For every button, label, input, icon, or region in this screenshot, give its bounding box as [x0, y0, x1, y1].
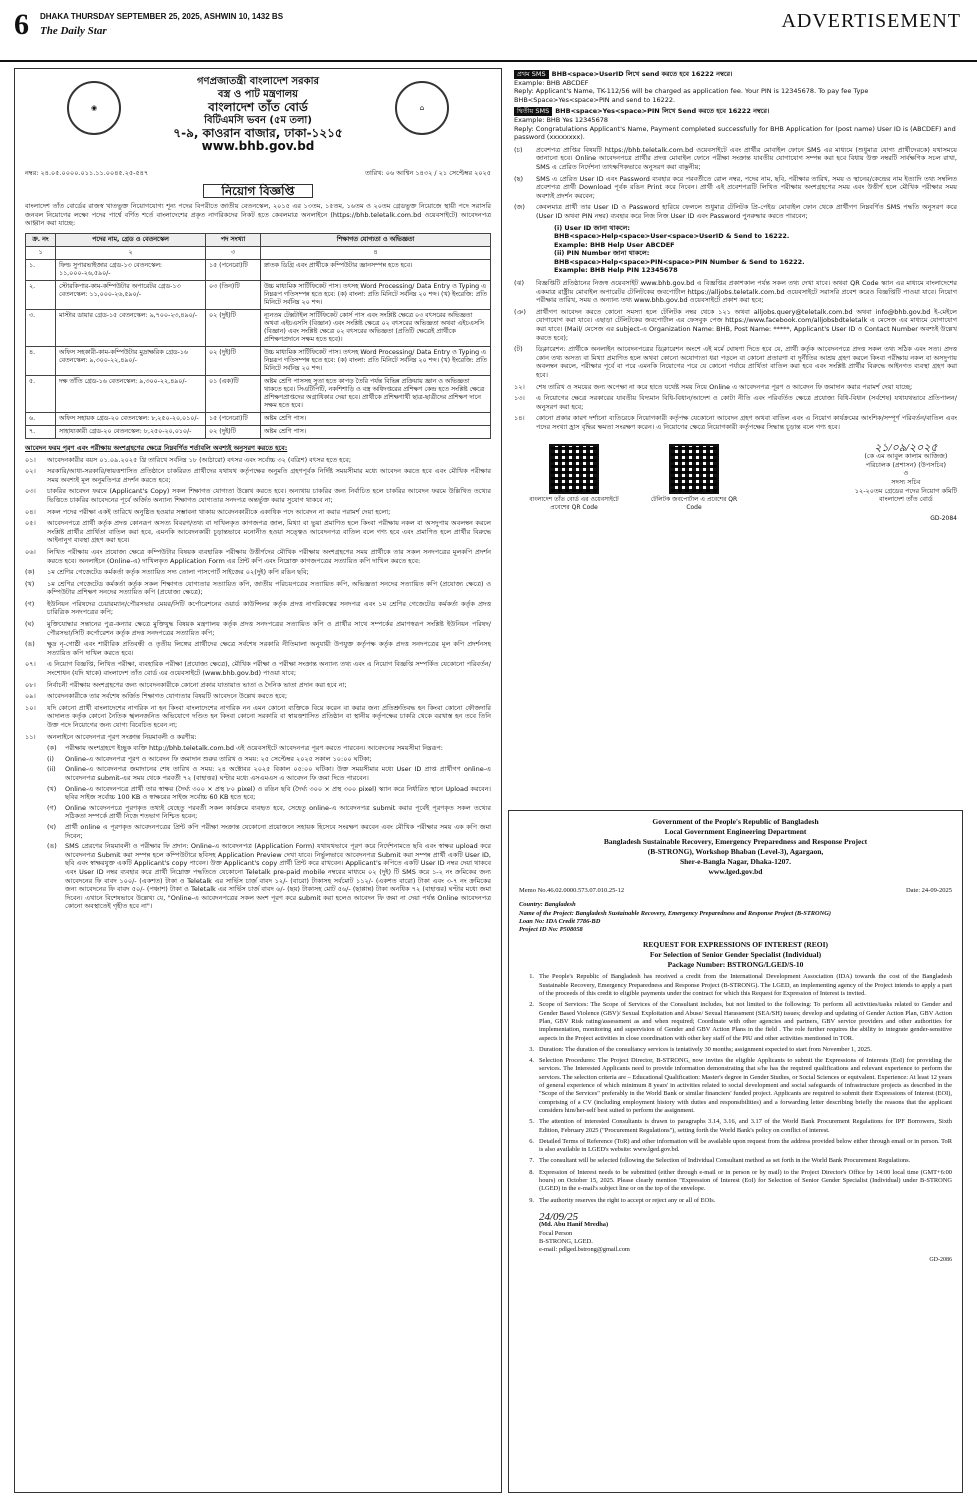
reoi-points [519, 973, 952, 1204]
instruction-item-text: বিজ্ঞপ্তিটি প্রতিষ্ঠানের নিজস্ব ওয়েবসাইট www.bhb.gov.bd এ বিজ্ঞপ্তির প্রকাশকাল পর্যন্ত সকল তথ্য দেখা যাবে। অথবা QR Code স্ক্যান এর মাধ্যমে বাংলাদেশের একমাত্র রাষ্ট্রীয় মোবাইল অপারেটর টেলিটকের জবপোর্টাল https://alljobs.teletalk.com.bd ওয়েবসাইটে সরাসরি প্রবেশ করেও বিজ্ঞপ্তিটি পাওয়া যাবে। নিয়োগ পরীক্ষার তারিখ, সময় ও অন্যান্য তথ্য www.bhb.gov.bd ওয়েবসাইটে প্রকাশ করা হবে; [536, 279, 957, 305]
table-index: ১ [26, 246, 56, 259]
instruction-item-number: ১২। [514, 382, 525, 391]
rule-item [25, 568, 491, 577]
instruction-item-text: শেষ তারিখ ও সময়ের জন্য অপেক্ষা না করে হাতে যথেষ্ট সময় নিয়ে Online এ আবেদনপত্র পূরণ ও আবেদন ফি জমাদান করার পরামর্শ দেয়া যাচ্ছে; [536, 382, 913, 391]
reoi-point-number: 4. [529, 1057, 534, 1065]
rule-item-text: ইউনিয়ন পরিষদের চেয়ারম্যান/পৌরসভার মেয়র/সিটি কর্পোরেশনের ওয়ার্ড কাউন্সিলর কর্তৃক প্রদত্ত নাগরিকত্বের সনদপত্র এবং ১ম শ্রেণির গেজেটেড কর্মকর্তা কর্তৃক প্রদত্ত চারিত্রিক সনদপত্রের কপি; [47, 599, 491, 617]
org-line: বাংলাদেশ তাঁত বোর্ড [208, 100, 308, 114]
reoi-point-text: The authority reserves the right to accept or reject any or all of EOIs. [539, 1196, 716, 1204]
qr-teletalk[interactable]: টেলিটক জবপোর্টাল এ প্রবেশের QR Code [644, 444, 744, 513]
reoi-point-text: The People's Republic of Bangladesh has received a credit from the International Development Association (IDA) towards the cost of the Bangladesh Sustainable Recovery, Emergency Preparedness and Response Project (B-STRONG). The LGED, an implementing agency of the Project intends to apply a part of the proceeds of this credit to eligible payments under the contract for which this Request for Expression of Interest is invited. [539, 973, 952, 998]
bhb-notice [14, 68, 502, 1493]
masthead: The Daily Star [40, 25, 107, 37]
rule-item [25, 548, 491, 565]
gd-number: GD-2086 [929, 1257, 952, 1264]
reoi-date: Date: 24-09-2025 [905, 887, 952, 894]
reoi-memo-row [519, 887, 952, 895]
table-header: শিক্ষাগত যোগ্যতা ও অভিজ্ঞতা [261, 233, 491, 246]
right-items-2 [514, 279, 957, 432]
online-rule-item-text: প্রার্থী online এ পূরণকৃত আবেদনপত্রের প্রিন্ট কপি পরীক্ষা সংক্রান্ত যেকোনো প্রয়োজনে সহায়ক হিসেবে সংরক্ষণ করবেন এবং মৌখিক পরীক্ষার সময় এক কপি জমা দিবেন; [65, 822, 491, 840]
qr-code-icon [549, 444, 599, 494]
rule-item-number: (গ) [25, 599, 35, 608]
online-rule-item-text: Online-এ আবেদনপত্রে প্রার্থী তার স্বাক্ষর (দৈর্ঘ্য ৩০০ × প্রস্থ ৮০ pixel) ও রঙিন ছবি (দৈর্ঘ্য ৩০০ × প্রস্থ ৩০০ pixel) স্ক্যান করে নির্ধারিত স্থানে Upload করবেন। ছবির সাইজ সর্বোচ্চ 100 KB ও স্বাক্ষরের সাইজ সর্বোচ্চ 60 KB হতে হবে; [65, 784, 491, 802]
rule-item-number: ০৫। [25, 519, 36, 528]
rule-item [25, 733, 491, 742]
online-rule-item-number: (গ) [47, 803, 57, 812]
rule-item-text: মুক্তিযোদ্ধার সন্তানের পুত্র-কন্যার ক্ষেত্রে মুক্তিযুদ্ধ বিষয়ক মন্ত্রণালয় কর্তৃক প্রদত্ত সনদপত্রের সত্যায়িত কপি ও প্রার্থীর সাথে সম্পর্কের প্রমাণস্বরূপ সংশ্লিষ্ট ইউনিয়ন পরিষদ/পৌরসভা/সিটি কর্পোরেশন কর্তৃক প্রদত্ত সনদপত্রের সত্যায়িত কপি; [47, 620, 491, 637]
reoi-point-number: 6. [529, 1137, 534, 1145]
rule-item [25, 456, 491, 465]
online-rule-item-number: (ঙ) [47, 842, 57, 851]
newspaper-header [0, 0, 977, 62]
rule-item-text: এ নিয়োগ বিজ্ঞপ্তি, লিখিত পরীক্ষা, ব্যবহারিক পরীক্ষা (প্রযোজ্য ক্ষেত্রে), মৌখিক পরীক্ষা ও পরীক্ষা সংক্রান্ত অন্যান্য তথ্য এবং এ নিয়োগ বিজ্ঞপ্তি সম্পর্কিত যেকোনো পরিবর্তন/সংশোধন (যদি থাকে) বাংলাদেশ তাঁত বোর্ড এর ওয়েবসাইটে (www.bhb.gov.bd) পাওয়া যাবে; [47, 660, 491, 678]
reoi-point-number: 8. [529, 1168, 534, 1176]
instruction-item-text: এ নিয়োগের ক্ষেত্রে সরকারের যাবতীয় বিদ্যমান বিধি-বিধান/আদেশ ও কোটা নীতি এবং পরিবর্তিত ক্ষেত্রে প্রযোজ্য বিধি-বিধান (সর্বশেষ) যথাযথভাবে প্রতিপালন/অনুসরণ করা হবে; [536, 394, 957, 411]
org-line: ৭-৯, কাওরান বাজার, ঢাকা-১২১৫ [173, 126, 343, 140]
sms-first: প্রথম SMS BHB<space>UserID লিখে send করতে হবে 16222 নম্বরে। Example: BHB ABCDEF Reply: Applicant's Name, TK-112/56 will be charged as application fee. Your PIN is 12345678. To pay fee Type BHB<Space>Yes<space>PIN and send to 16222. [514, 70, 869, 104]
rule-item-number: (ঙ) [25, 640, 35, 649]
reoi-point-text: The consultant will be selected following the Selection of Individual Consultant method as set forth in the World Bank Procurement Regulations. [539, 1157, 911, 1165]
memo-number: নম্বর: ২৪.০৫.০০০০.০১১.১১.০০৪৫.২৫-৫৪৭ [25, 169, 149, 177]
reoi-point-text: Scope of Services: The Scope of Services of the Consultant includes, but not limited to the following: To perform all activities/tasks related to Gender and Gender Based Violence (GBV)/ Sexual Exploitation and Abuse/ Sexual Harassment (SEA/SH) issues; develop and updating of Gender Action Plan, GBV Action Plan, GBV Risk rating/assessment as and when required; Coordinate with other agencies and partners, GBV service providers and other authorities for implementation, monitoring and supervision of Gender and GBV Action Plans in the field . The role further requires the ability to integrate gender-sensitive aspects in the Project activities in close coordination with other key staff of the PIU and other activities mentioned in TOR. [539, 1001, 952, 1042]
table-header: ক্র. নং [26, 233, 56, 246]
rules-list [25, 456, 491, 742]
instruction-item-number: (ঞ) [514, 307, 526, 316]
table-header: পদের নাম, গ্রেড ও বেতনস্কেল [56, 233, 206, 246]
reoi-memo: Memo No.46.02.0000.573.07.010.25-12 [519, 887, 625, 894]
rule-item-text: আবেদনকারীকে তার সর্বশেষ অর্জিত শিক্ষাগত যোগ্যতার বিষয়টি আবেদনে উল্লেখ করতে হবে; [47, 692, 288, 701]
sms-first-tag: প্রথম SMS [514, 70, 549, 79]
reoi-org-block: Government of the People's Republic of Bangladesh Local Government Engineering Department Bangladesh Sustainable Recovery, Emergency Preparedness and Response Project (B-STRONG), Workshop Bhaban (Level-3), Agargaon, Sher-e-Bangla Nagar, Dhaka-1207. www.lged.gov.bd [519, 817, 952, 877]
table-index: ৩ [206, 246, 261, 259]
reoi-project-info: Country: Bangladesh Name of the Project: Bangladesh Sustainable Recovery, Emergency Preparedness and Response Project (B-STRONG) Loan No: IDA Credit 7786-BD Project ID No: P508058 [519, 901, 831, 934]
instruction-item-text: কেবলমাত্র প্রার্থী তার User ID ও Password হারিয়ে ফেললে শুধুমাত্র টেলিটক প্রি-পেইড মোবাইল ফোন থেকে প্রার্থীগণ নিম্নবর্ণিত SMS পদ্ধতি অনুসরণ করে (User ID অথবা PIN নম্বর) ব্যবহার করে নিজ নিজ User ID এবং Password পুনরুদ্ধার করতে পারবেন; [536, 203, 957, 220]
rule-item-text: অনলাইনে আবেদনপত্র পূরণ সংক্রান্ত নিয়মাবলী ও করণীয়: [47, 732, 197, 741]
org-line: গণপ্রজাতন্ত্রী বাংলাদেশ সরকার [197, 76, 319, 87]
rule-item-number: ০৬। [25, 547, 36, 556]
rule-item [25, 620, 491, 637]
page-number: 6 [14, 8, 29, 41]
qr-code-icon [669, 444, 719, 494]
rule-item-number: ০৮। [25, 680, 36, 689]
table-row: ২. স্টোরকিপার-কাম-কম্পিউটার অপারেটর গ্রেড-১৩ বেতনস্কেল: ১১,০০০-২৬,৫৯০/- ০৩ (তিন)টি উচ্চ মাধ্যমিক সার্টিফিকেট পাস। তৎসহ Word Processing/ Data Entry ও Typing এ নিম্নরূপ গতিসম্পন্ন হতে হবে: (ক) বাংলা: প্রতি মিনিটে সর্বনিম্ন ২০ শব্দ। (খ) ইংরেজি: প্রতি মিনিটে সর্বনিম্ন ২০ শব্দ। [26, 280, 491, 309]
table-index: ৪ [261, 246, 491, 259]
instruction-item [514, 394, 957, 411]
section-title: ADVERTISEMENT [781, 10, 961, 32]
table-row: ৪. অফিস সহকারী-কাম-কম্পিউটার মুদ্রাক্ষরিক গ্রেড-১৬ বেতনস্কেল: ৯,৩০০-২২,৪৯০/- ০২ (দুই)টি উচ্চ মাধ্যমিক সার্টিফিকেট পাস। তৎসহ Word Processing/ Data Entry ও Typing এ নিম্নরূপ গতিসম্পন্ন হতে হবে: (ক) বাংলা: প্রতি মিনিটে সর্বনিম্ন ২০ শব্দ। (খ) ইংরেজি: প্রতি মিনিটে সর্বনিম্ন ২০ শব্দ। [26, 346, 491, 375]
memo-date: তারিখ: ০৬ আশ্বিন ১৪৩২ / ২১ সেপ্টেম্বর ২০২৫ [365, 169, 491, 177]
reoi-point-number: 3. [529, 1045, 534, 1053]
org-website-link[interactable]: www.bhb.gov.bd [201, 139, 315, 153]
online-rule-item-text: Online-এ আবেদনপত্র পূরণ ও আবেদন ফি জমাদান শুরুর তারিখ ও সময়: ২৫ সেপ্টেম্বর ২০২৫ সকাল ১০:০০ ঘটিকা; [65, 754, 372, 763]
rule-item-number: (ক) [25, 568, 35, 577]
reoi-point [519, 1057, 952, 1115]
online-rule-item-text: পরীক্ষায় অংশগ্রহণে ইচ্ছুক ব্যক্তি http://bhb.teletalk.com.bd এই ওয়েবসাইটে আবেদনপত্র পূরণ করতে পারবেন। আবেদনের সময়সীমা নিম্নরূপ: [65, 744, 443, 753]
instruction-item-number: ১৩। [514, 394, 525, 403]
online-rule-item-text: Online-এ আবেদনপত্র জমাদানের শেষ তারিখ ও সময়: ২৪ অক্টোবর ২০২৫ বিকাল ০৫:০০ ঘটিকা। উক্ত সময়সীমার মধ্যে User ID প্রাপ্ত প্রার্থীগণ online-এ আবেদনপত্র submit-এর সময় থেকে পরবর্তী ৭২ (বাহাত্তর) ঘণ্টার মধ্যে এসএমএস এ আবেদন ফি জমা দিতে পারবেন। [65, 765, 491, 782]
notice-title: নিয়োগ বিজ্ঞপ্তি [203, 184, 313, 199]
online-rules-list [25, 744, 491, 911]
rule-item [25, 600, 491, 617]
org-line: বিটিএমসি ভবন (৫ম তলা) [204, 115, 312, 126]
instruction-item [514, 383, 957, 392]
table-row: ৫. দক্ষ তাঁতি গ্রেড-১৬ বেতনস্কেল: ৯,৩০০-২২,৪৯০/- ০১ (এক)টি অষ্টম শ্রেণি পাসসহ সুতা হতে কাপড় তৈরি পর্যন্ত বিভিন্ন প্রক্রিয়ায় জ্ঞান ও অভিজ্ঞতা থাকতে হবে। সিএটিপিটি, নকশিশাড়ি ও বস্ত্র অধিদপ্তরের প্রশিক্ষণ কেন্দ্র হতে সংশ্লিষ্ট ক্ষেত্রে প্রশিক্ষণপ্রাপ্তদের অগ্রাধিকার দেয়া হবে। প্রার্থীকে প্রশিক্ষণার্থী ছাত্র-ছাত্রীদের প্রশিক্ষণ দানে সক্ষম হতে হবে। [26, 375, 491, 412]
reoi-point-number: 2. [529, 1001, 534, 1009]
sms-second-tag: দ্বিতীয় SMS [514, 107, 552, 116]
dateline: DHAKA THURSDAY SEPTEMBER 25, 2025, ASHWIN 10, 1432 BS [40, 12, 284, 21]
rules-heading: আবেদন ফরম পূরণ এবং পরীক্ষায় অংশগ্রহণের ক্ষেত্রে নিম্নবর্ণিত শর্তাবলি অবশ্যই অনুসরণ করতে হবে: [25, 443, 288, 452]
online-rule-item [47, 785, 491, 802]
signature-date: 24/09/25 [539, 1210, 579, 1223]
rule-item [25, 660, 491, 677]
instruction-item [514, 414, 957, 431]
reoi-point [519, 973, 952, 998]
instruction-item-number: (ঝ) [514, 279, 524, 288]
rule-item-text: সরকারি/আধা-সরকারি/স্বায়ত্তশাসিত প্রতিষ্ঠানে চাকরিরত প্রার্থীদের যথাযথ কর্তৃপক্ষের অনুমতি গ্রহণপূর্বক নির্দিষ্ট সময়সীমার মধ্যে আবেদন করতে হবে এবং মৌখিক পরীক্ষার সময় অবশ্যই মূল অনুমতিপত্র প্রদর্শন করতে হবে; [47, 467, 491, 484]
lged-website-link[interactable]: www.lged.gov.bd [708, 867, 763, 876]
online-rule-item-number: (খ) [47, 784, 57, 793]
qr-codes [514, 444, 754, 513]
online-rule-item [47, 744, 491, 753]
instruction-item-text: ডিক্লারেশন: প্রার্থীকে অনলাইন আবেদনপত্রের ডিক্লারেশন অংশে এই মর্মে ঘোষণা দিতে হবে যে, প্রার্থী কর্তৃক আবেদনপত্রে প্রদত্ত সকল তথ্য সঠিক এবং সত্য। প্রদত্ত কোন তথ্য অসত্য বা মিথ্যা প্রমাণিত হলে অথবা কোনো অযোগ্যতা ধরা পড়লে বা কোনো প্রতারণা বা দুর্নীতির আশ্রয় গ্রহণ করলে কিংবা পরীক্ষায় নকল বা অসদুপায় অবলম্বন করলে, পরীক্ষার পূর্বে বা পরে এমনকি নিয়োগের পরে যে কোনো পর্যায়ে প্রার্থিতা বাতিল করা হবে এবং সংশ্লিষ্ট প্রার্থীর বিরুদ্ধে আইনগত ব্যবস্থা গ্রহণ করা হবে। [536, 345, 957, 379]
rule-item [25, 681, 491, 690]
reoi-point [519, 1197, 952, 1205]
instruction-item-text: প্রবেশপত্র প্রাপ্তির বিষয়টি https://bhb.teletalk.com.bd ওয়েবসাইটে এবং প্রার্থীর মোবাইল ফোনে SMS এর মাধ্যমে (শুধুমাত্র যোগ্য প্রার্থীদেরকে) যথাসময়ে জানানো হবে। Online আবেদনপত্রে প্রার্থীর প্রদত্ত মোবাইল ফোনে পরীক্ষা সংক্রান্ত যাবতীয় যোগাযোগ সম্পন্ন করা হবে বিধায় উক্ত নম্বরটি সার্বক্ষণিক সচল রাখা, SMS এ প্রেরিত নির্দেশনা তাৎক্ষণিকভাবে অনুসরণ করা বাঞ্ছনীয়; [536, 145, 957, 171]
rule-item-text: যদি কোনো প্রার্থী বাংলাদেশের নাগরিক না হন কিংবা বাংলাদেশের নাগরিক নন এমন কোনো ব্যক্তিকে বিয়ে করেন বা করার জন্য প্রতিশ্রুতিবদ্ধ হন কিংবা কোনো ফৌজদারি আদালত কর্তৃক কোনো নৈতিক স্খলনজনিত অভিযোগে দণ্ডিত হন কিংবা কোনো সরকারি বা স্বায়ত্তশাসিত প্রতিষ্ঠান বা স্থানীয় কর্তৃপক্ষের চাকরি থেকে বরখাস্ত হন তবে তিনি উক্ত পদে নিয়োগের জন্য যোগ্য বিবেচিত হবেন না; [47, 703, 491, 729]
table-index: ২ [56, 246, 206, 259]
reoi-point [519, 1157, 952, 1165]
instruction-item [514, 175, 957, 201]
rule-item-number: (খ) [25, 579, 35, 588]
rule-item [25, 487, 491, 504]
rule-item-text: আবেদনকারীর বয়স ০১.০৯.২০২৫ খ্রি তারিখে সর্বনিম্ন ১৮ (আঠারো) বৎসর এবং সর্বোচ্চ ৩২ (বত্রিশ) বৎসর হতে হবে; [47, 455, 352, 464]
signature-date: ২১/০৯/২০২৫ [874, 441, 938, 454]
rule-item-number: ০৩। [25, 487, 36, 496]
rule-item-text: ১ম শ্রেণির গেজেটেড কর্মকর্তা কর্তৃক সত্যায়িত সদ্য তোলা পাসপোর্ট সাইজের ০২(দুই) কপি রঙিন ছবি; [47, 568, 309, 577]
table-row: ৭. সাহায্যকারী গ্রেড-২০ বেতনস্কেল: ৮,২৫০-২০,০১০/- ০২ (দুই)টি অষ্টম শ্রেণি পাস। [26, 425, 491, 438]
rule-item [25, 467, 491, 484]
right-items [514, 146, 957, 221]
instruction-item [514, 279, 957, 305]
online-rule-item-text: SMS প্রেরণের নিয়মাবলী ও পরীক্ষার ফি প্রদান: Online-এ আবেদনপত্র (Application Form) যথাযথভাবে পূরণ করে নির্দেশনামতে ছবি এবং স্বাক্ষর upload করে আবেদনপত্র Submit করা সম্পন্ন হলে কম্পিউটারে ছবিসহ Application Preview দেখা যাবে। নির্ভুলভাবে আবেদনপত্র Submit করা সম্পন্ন প্রার্থী একটি User ID, ছবি এবং স্বাক্ষরযুক্ত একটি Applicant's copy পাবেন। উক্ত Applicant's copy প্রার্থী প্রিন্ট করে রাখবেন। Applicant's কপিতে একটি User ID নম্বর দেয়া থাকবে এবং User ID নম্বর ব্যবহার করে প্রার্থী নিম্নোক্ত পদ্ধতিতে যেকোনো Teletalk pre-paid mobile নম্বরের মাধ্যমে ০২ (দুই) টি SMS করে ১-২ নং ক্রমিকের জন্য আবেদনের ফি বাবদ ১০০/- (একশত) টাকা ও Teletalk এর সার্ভিস চার্জ বাবদ ১২/- (বারো) টাকাসহ সর্বমোট ১১২/- (একশত বারো) টাকা এবং ৩-৭ নং ক্রমিকের জন্য আবেদনের ফি বাবদ ৫০/- (পঞ্চাশ) টাকা ও Teletalk এর সার্ভিস চার্জ বাবদ ৬/- (ছয়) টাকাসহ মোট ৫৬/- (ছাপ্পান্ন) টাকা অনধিক ৭২ (বাহাত্তর) ঘণ্টার মধ্যে জমা দিবেন। এখানে বিশেষভাবে উল্লেখ্য যে, "Online-এ আবেদনপত্রের সকল অংশ পূরণ করে submit করা হলেও আবেদন ফি জমা না দেয়া পর্যন্ত Online আবেদনপত্র কোনো অবস্থাতেই গৃহীত হবে না"। [65, 842, 491, 911]
reoi-point-number: 1. [529, 973, 534, 981]
lged-reoi-notice [508, 810, 963, 1493]
instruction-item-text: প্রার্থীগণ আবেদন করতে কোনো সমস্যা হলে টেলিটক নম্বর থেকে ১২১ অথবা alljobs.query@teletalk.com.bd অথবা info@bhb.gov.bd ই-মেইলে যোগাযোগ করা যাবে। এছাড়া টেলিটকের জবপোর্টাল এর ফেসবুক পেজ https://www.facebook.com/alljobsbdteletalk এ মেসেজ এর মাধ্যমে যোগাযোগ করা যাবে। (Mail/ মেসেজ এর subject-এ Organization Name: BHB, Post Name: *****, Applicant's User ID ও Contact Number অবশ্যই উল্লেখ করতে হবে); [536, 307, 957, 342]
rule-item-number: ০১। [25, 455, 36, 464]
instruction-item-text: কোনো প্রকার কারণ দর্শানো ব্যতিরেকে নিয়োগকারী কর্তৃপক্ষ যেকোনো আবেদন গ্রহণ অথবা বাতিল এবং এ নিয়োগ কার্যক্রমের আংশিক/সম্পূর্ণ পরিবর্তন/বাতিল এবং পদের সংখ্যা হ্রাস বৃদ্ধির ক্ষমতা সংরক্ষণ করেন। এ নিয়োগের ক্ষেত্রে নিয়োগকারী কর্তৃপক্ষের সিদ্ধান্ত চূড়ান্ত বলে গণ্য হবে। [536, 414, 957, 431]
govt-seal-icon: ◉ [67, 81, 121, 135]
rule-item [25, 640, 491, 657]
instruction-item-number: (জ) [514, 203, 525, 212]
reoi-point [519, 1169, 952, 1194]
rule-item-number: ১০। [25, 703, 36, 712]
instruction-item [514, 203, 957, 220]
reoi-point [519, 1118, 952, 1135]
online-rule-item [47, 755, 491, 764]
bhb-notice-continued [508, 68, 963, 808]
rule-item [25, 580, 491, 597]
instruction-item [514, 345, 957, 379]
online-rule-item [47, 804, 491, 821]
online-rule-item-number: (ii) [47, 765, 56, 774]
online-rule-item [47, 842, 491, 911]
online-rule-item-number: (ক) [47, 744, 57, 753]
reoi-point-number: 5. [529, 1118, 534, 1126]
rule-item-text: সকল পদের পরীক্ষা একই তারিখে অনুষ্ঠিত হওয়ার সম্ভাবনা থাকায় আবেদনকারীকে একাধিক পদে আবেদন না করার পরামর্শ দেয়া হলো; [47, 507, 391, 516]
rule-item-number: ০৭। [25, 660, 36, 669]
posts-table [25, 233, 491, 439]
rule-item [25, 508, 491, 517]
instruction-item [514, 308, 957, 342]
rule-item-number: ০২। [25, 467, 36, 476]
rule-item [25, 704, 491, 730]
recover-block: (i) User ID জানা থাকলে: BHB<space>Help<space>User<space>UserID & Send to 16222. Example: BHB Help User ABCDEF (ii) PIN Number জানা থাকলে: BHB<space>Help<space>PIN<space>PIN Number & Send to 16222. Example: BHB Help PIN 12345678 [554, 223, 805, 275]
reoi-point-text: The attention of interested Consultants is drawn to paragraphs 3.14, 3.16, and 3.17 of the World Bank Procurement Regulations for IPF Borrowers, Sixth Edition, February 2025 ("Procurement Regulations"), setting forth the World Bank's policy on conflict of interest. [539, 1118, 952, 1134]
online-rule-item-number: (i) [47, 754, 54, 763]
gd-number: GD-2084 [930, 514, 957, 522]
rule-item-text: ক্ষুদ্র নৃ-গোষ্ঠী এবং শারীরিক প্রতিবন্ধী ও তৃতীয় লিঙ্গের প্রার্থীদের ক্ষেত্রে সর্বশেষ সরকারি নীতিমালা অনুযায়ী উপযুক্ত কর্তৃপক্ষ কর্তৃক প্রদত্ত সনদপত্রের মূল কপি প্রদর্শনসহ সত্যায়িত কপি দাখিল করতে হবে। [47, 640, 491, 657]
reoi-point [519, 1001, 952, 1042]
rule-item-text: আবেদনপত্রে প্রার্থী কর্তৃক প্রদত্ত কোনরূপ অসত্য বিবরণ/তথ্য বা দাখিলকৃত কাগজপত্র জাল, মিথ্যা বা ভুয়া প্রমাণিত হলে কিংবা পরীক্ষায় নকল বা অসদুপায় অবলম্বন করলে সংশ্লিষ্ট প্রার্থীর প্রার্থিতা বাতিল করা হবে, এমনকি আবেদনকারী চূড়ান্তভাবে মনোনীত হওয়া সত্ত্বেও আবেদনপত্র বাতিল বলে গণ্য হবে এবং প্রমাণিত হলে প্রার্থীর বিরুদ্ধে আইনানুগ ব্যবস্থা গ্রহণ করা হবে। [47, 519, 491, 545]
rule-item [25, 519, 491, 545]
rule-item-number: ০৯। [25, 692, 36, 701]
online-rule-item-text: Online আবেদনপত্রে পূরণকৃত তথ্যই যেহেতু পরবর্তী সকল কার্যক্রমে ব্যবহৃত হবে, সেহেতু online-এ আবেদনপত্র submit করার পূর্বেই পূরণকৃত সকল তথ্যের সঠিকতা সম্পর্কে প্রার্থী নিজে শতভাগ নিশ্চিত হবেন; [65, 803, 491, 821]
instruction-item-number: ১৪। [514, 414, 525, 423]
reoi-point-text: Selection Procedures: The Project Director, B-STRONG, now invites the eligible Applicants to submit the Expressions of Interests (EoI) for providing the services. The Interested Applicants need to provide information demonstrating that s/he has the required qualifications and relevant experience to perform the services. The selection criteria are – Educational Qualification: Master's degree in Gender Studies, or Social Sciences or equivalent. Experience: At least 12 years of general experience of which minimum 8 years' in activities related to social development and social safeguards of infrastructure projects as described in the "Scope of the Services" preferably in the World Bank or similar financiers' funded project. Applicants are required to submit their Expressions of Interest (EOI), comprising of a CV (including employment history with duties and responsibilities) and a forwarding letter describing briefly the reasons that the applicant considers him/her-self best suited to perform the assignment. [539, 1057, 952, 1114]
instruction-item-number: (ছ) [514, 174, 524, 183]
reoi-signature: 24/09/25 (Md. Abu Hanif Mredha) Focal Person B-STRONG, LGED. e-mail: pdlged.bstrong@gmail.com [539, 1213, 952, 1254]
online-rule-item [47, 823, 491, 840]
rule-item-text: ১ম শ্রেণির গেজেটেড কর্মকর্তা কর্তৃক সকল শিক্ষাগত যোগ্যতার সত্যায়িত কপি, জাতীয় পরিচয়পত্রের সত্যায়িত কপি, অভিজ্ঞতা সনদের সত্যায়িত কপি (প্রযোজ্য ক্ষেত্রে) ও কম্পিউটার প্রশিক্ষণ সনদের সত্যায়িত কপি (প্রযোজ্য ক্ষেত্রে); [47, 579, 491, 597]
rule-item-text: নির্বাচনী পরীক্ষায় অংশগ্রহণের জন্য আবেদনকারীকে কোনো প্রকার যাতায়াত ভাতা ও দৈনিক ভাতা প্রদান করা হবে না; [47, 680, 347, 689]
email-link[interactable]: e-mail: pdlged.bstrong@gmail.com [539, 1246, 630, 1254]
table-row: ৬. অফিস সহায়ক গ্রেড-২০ বেতনস্কেল: ৮,২৫০-২০,০১০/- ১৫ (পনেরো)টি অষ্টম শ্রেণি পাস। [26, 412, 491, 425]
rule-item-text: লিখিত পরীক্ষায় এবং প্রযোজ্য ক্ষেত্রে কম্পিউটার বিষয়ক ব্যবহারিক পরীক্ষায় উত্তীর্ণদের মৌখিক পরীক্ষায় অংশগ্রহণের সময় প্রার্থীকে তার সকল সনদপত্রের মূলকপি প্রদর্শন করতে হবে। অনলাইনে (Online-এ) দাখিলকৃত Application Form এর প্রিন্ট কপি এবং নিম্নোক্ত কাগজপত্রের সত্যায়িত কপি দাখিল করতে হবে: [47, 547, 491, 565]
reoi-point-text: Detailed Terms of Reference (ToR) and other information will be available upon request from the address provided below either through email or in person. ToR is also available in LGED's website: www.lged.gov.bd. [539, 1137, 952, 1154]
rule-item [25, 692, 491, 701]
bhb-logo-icon: ⌂ [395, 81, 449, 135]
reoi-point [519, 1138, 952, 1155]
instruction-item-number: (ট) [514, 345, 523, 354]
reoi-point-text: Duration: The duration of the consultancy services is tentatively 30 months; assignment expected to start from November 1, 2025. [539, 1045, 872, 1053]
table-header-row [26, 233, 491, 246]
table-row: ১. ফিল্ড সুপারভাইজার গ্রেড-১৩ বেতনস্কেল: ১১,০০০-২৬,৫৯০/- ১৫ (পনেরো)টি স্নাতক ডিগ্রি এবং প্রার্থীকে কম্পিউটার জ্ঞানসম্পন্ন হতে হবে। [26, 259, 491, 280]
reoi-point-number: 9. [529, 1196, 534, 1204]
instruction-item [514, 146, 957, 172]
reoi-point [519, 1046, 952, 1054]
instruction-item-text: SMS এ প্রেরিত User ID এবং Password ব্যবহার করে পরবর্তীতে রোল নম্বর, পদের নাম, ছবি, পরীক্ষার তারিখ, সময় ও স্থানের/কেন্দ্রের নাম ইত্যাদি তথ্য সম্বলিত প্রবেশপত্র প্রার্থী Download পূর্বক রঙিন Print করে নিবেন। প্রার্থী এই প্রবেশপত্রটি লিখিত পরীক্ষায় অংশগ্রহণের সময় এবং উত্তীর্ণ হলে মৌখিক পরীক্ষার সময় অবশ্যই প্রদর্শন করবেন; [536, 174, 957, 200]
org-line: বস্ত্র ও পাট মন্ত্রণালয় [217, 89, 299, 100]
reoi-point-text: Expression of Interest needs to be submitted (either through e-mail or in person or by mail) to the Project Director's Office by 14:00 local time (GMT+6:00 hours) on October 15, 2025. Please clearly mention "Expression of Interest (EoI) for Selection of Senior Gender Specialist (Individual) under B-STRONG (LGED) in the e-mail's subject line or on the top of the envelope. [539, 1168, 952, 1193]
table-row: ৩. মাস্টার ডায়ার গ্রেড-১৫ বেতনস্কেল: ৯,৭০০-২৩,৪৯০/- ০২ (দুই)টি ন্যূনতম টেক্সটাইল সার্টিফিকেট কোর্স পাস এবং সংশ্লিষ্ট ক্ষেত্রে ০৩ বৎসরের অভিজ্ঞতা অথবা এইচএসসি (বিজ্ঞান) এবং সংশ্লিষ্ট ক্ষেত্রে ০২ বৎসরের অভিজ্ঞতা অথবা এইচএসসি (বিজ্ঞান) এবং সংশ্লিষ্ট ক্ষেত্রে ০২ বৎসরের অভিজ্ঞতা (প্রতিটি ক্ষেত্রেই প্রার্থীকে প্রশিক্ষণপ্রদানে সক্ষম হতে হবে)। [26, 309, 491, 346]
rule-item-number: ১১। [25, 732, 36, 741]
rule-item-text: চাকরির আবেদন ফরমে (Applicant's Copy) সকল শিক্ষাগত যোগ্যতা উল্লেখ করতে হবে। অন্যথায় চাকরির জন্য নির্বাচিত হলে চাকরির আবেদন ফরমে উল্লিখিত তথ্যের ভিত্তিতে চাকরির আবেদনের পূর্বে অর্জিত অন্যান্য শিক্ষাগত যোগ্যতার সনদপত্র অন্তর্ভুক্ত করার সুযোগ থাকবে না; [47, 487, 491, 504]
reoi-title: REQUEST FOR EXPRESSIONS OF INTEREST (REOI) For Selection of Senior Gender Specialist (Individual) Package Number: BSTRONG/LGED/S-10 [642, 940, 829, 970]
memo-row [25, 169, 491, 178]
online-rule-item-number: (ঘ) [47, 822, 57, 831]
rule-item-number: (ঘ) [25, 620, 35, 629]
rule-item-number: ০৪। [25, 507, 36, 516]
qr-bhb[interactable]: বাংলাদেশ তাঁত বোর্ড এর ওয়েবসাইটে প্রবেশের QR Code [524, 444, 624, 513]
table-header: পদ সংখ্যা [206, 233, 261, 246]
table-index-row [26, 246, 491, 259]
reoi-point-number: 7. [529, 1157, 534, 1165]
online-rule-item [47, 765, 491, 782]
bhb-signature: ২১/০৯/২০২৫ (কে এম আবুল কালাম আজিজ) পরিচালক (প্রশাসন) (উপসচিব) ও সদস্য সচিব ১২-২০তম গ্রেডের পদের নিয়োগ কমিটি বাংলাদেশ তাঁত বোর্ড [854, 441, 957, 504]
instruction-item-number: (চ) [514, 145, 523, 154]
sms-second: দ্বিতীয় SMS BHB<space>Yes<space>PIN লিখে Send করতে হবে 16222 নম্বরে। Example: BHB Yes 12345678 Reply: Congratulations Applicant's Name, Payment completed successfully for BHB Application for (post name) User ID is (ABCDEF) and password (xxxxxxxx). [514, 107, 956, 142]
notice-intro: বাংলাদেশ তাঁত বোর্ডের রাজস্ব খাতভুক্ত নিয়োগযোগ্য শূন্য পদের বিপরীতে জাতীয় বেতনস্কেল, ২০১৫ এর ১৩তম, ১৫তম, ১৬তম ও ২০তম গ্রেডভুক্ত নিয়োজে স্থায়ী পদে সরাসরি জনবল নিয়োগের লক্ষ্যে পদের পার্শ্বে বর্ণিত শর্তে বাংলাদেশের প্রকৃত নাগরিকদের নিকট হতে কেবলমাত্র অনলাইনে (https://bhb.teletalk.com.bd ওয়েবসাইটে) আবেদনপত্র আহ্বান করা যাচ্ছে: [25, 202, 491, 228]
